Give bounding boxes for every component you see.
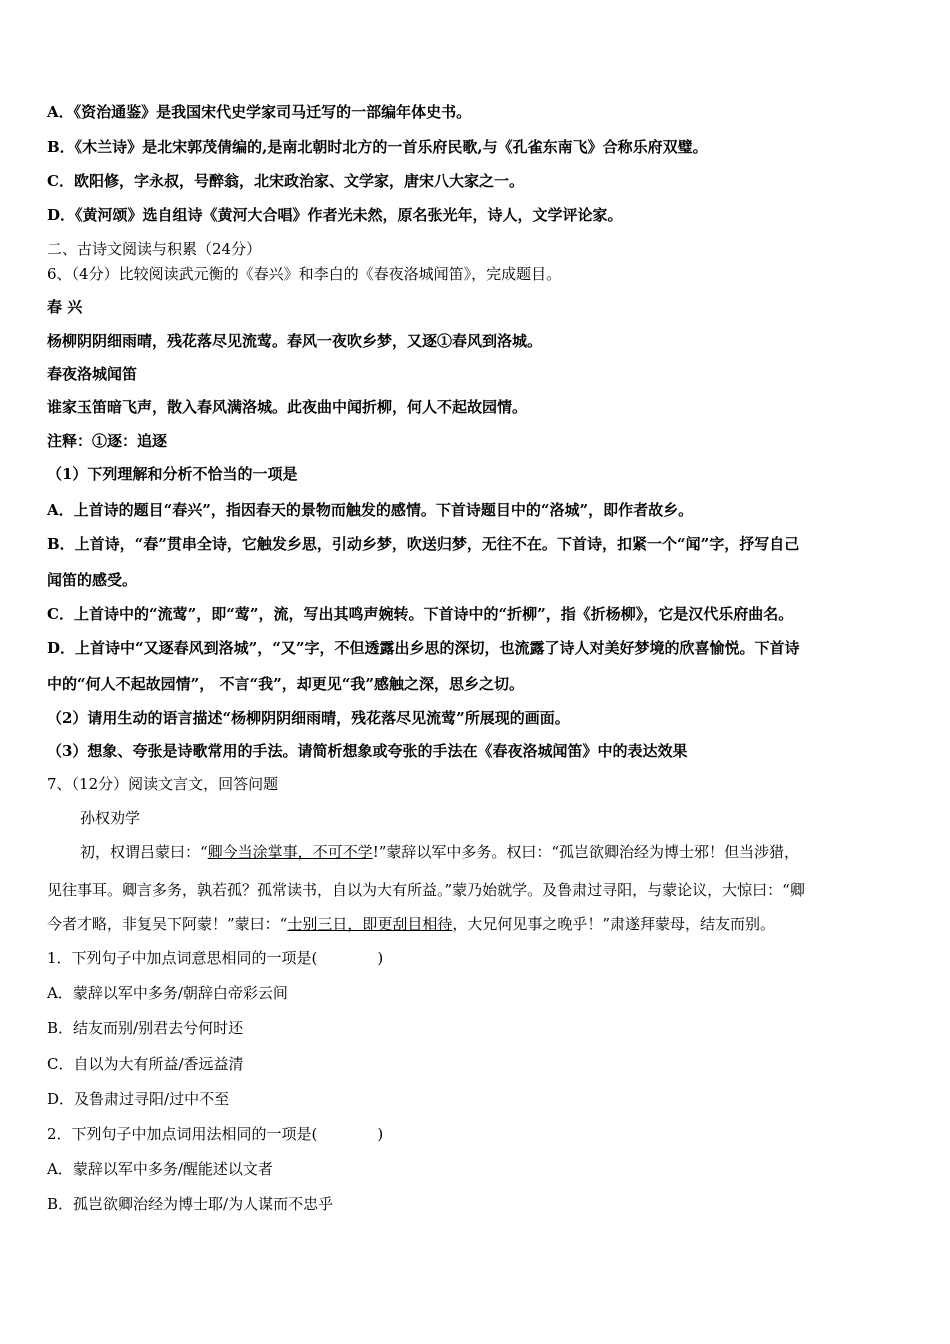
passage-text: 初，权谓吕蒙曰：“ — [80, 843, 208, 861]
q6-sub1: （1）下列理解和分析不恰当的一项是 — [47, 465, 298, 483]
passage-line1 — [80, 842, 910, 862]
q6-stem: 6、（4分）比较阅读武元衡的《春兴》和李白的《春夜洛城闻笛》，完成题目。 — [47, 265, 562, 283]
q7-subquestion-1: 1．下列句子中加点词意思相同的一项是( ) — [47, 949, 384, 967]
q5-option-a: A．《资治通鉴》是我国宋代史学家司马迁写的一部编年体史书。 — [47, 103, 472, 121]
passage-line3 — [47, 914, 910, 934]
underlined-sentence-1: 卿今当涂掌事，不可不学 — [207, 843, 373, 861]
q7-sq1-option-c: C．自以为大有所益/香远益清 — [47, 1055, 244, 1073]
poem2-text: 谁家玉笛暗飞声，散入春风满洛城。此夜曲中闻折柳，何人不起故园情。 — [47, 398, 528, 416]
q7-sq2-option-b: B．孤岂欲卿治经为博士耶/为人谋而不忠乎 — [47, 1195, 334, 1213]
passage-line2: 见往事耳。卿言多务，孰若孤？孤常读书，自以为大有所益。”蒙乃始就学。及鲁肃过寻阳，与蒙论议，大惊曰：“卿 — [47, 881, 805, 899]
q7-sq1-option-a: A．蒙辞以军中多务/朝辞白帝彩云间 — [47, 984, 288, 1002]
passage-text: ，大兄何见事之晚乎！”肃遂拜蒙母，结友而别。 — [452, 915, 776, 933]
q7-sq2-option-a: A．蒙辞以军中多务/醒能述以文者 — [47, 1160, 273, 1178]
poem2-title: 春夜洛城闻笛 — [47, 365, 138, 383]
q6-option-a: A．上首诗的题目“春兴”，指因春天的景物而触发的感情。下首诗题目中的“洛城”，即作者故乡。 — [47, 501, 694, 519]
q7-stem: 7、（12分）阅读文言文，回答问题 — [47, 775, 279, 793]
section-heading: 二、古诗文阅读与积累（24分） — [47, 240, 262, 258]
poem1-title: 春 兴 — [47, 298, 83, 316]
q5-option-c: C．欧阳修，字永叔，号醉翁，北宋政治家、文学家，唐宋八大家之一。 — [47, 172, 524, 190]
poem1-text: 杨柳阴阴细雨晴，残花落尽见流莺。春风一夜吹乡梦，又逐①春风到洛城。 — [47, 332, 543, 350]
poem-note: 注释：①逐：追逐 — [47, 432, 168, 450]
q6-option-d-line2: 中的“何人不起故园情”， 不言“我”，却更见“我”感触之深，思乡之切。 — [47, 675, 524, 693]
q6-sub2: （2）请用生动的语言描述“杨柳阴阴细雨晴，残花落尽见流莺”所展现的画面。 — [47, 709, 570, 727]
q6-option-b-line2: 闻笛的感受。 — [47, 571, 138, 589]
q7-sq1-option-b: B．结友而别/别君去兮何时还 — [47, 1019, 244, 1037]
passage-text: 今者才略，非复吴下阿蒙！”蒙曰：“ — [47, 915, 288, 933]
q6-option-d-line1: D．上首诗中“又逐春风到洛城”，“又”字，不但透露出乡思的深切，也流露了诗人对美好梦境的欣喜愉悦。下首诗 — [47, 639, 800, 657]
q6-option-c: C．上首诗中的“流莺”，即“莺”，流，写出其鸣声婉转。下首诗中的“折柳”，指《折杨柳》，它是汉代乐府曲名。 — [47, 605, 794, 623]
q7-sq1-option-d: D．及鲁肃过寻阳/过中不至 — [47, 1090, 230, 1108]
underlined-sentence-2: 士别三日，即更刮目相待 — [287, 915, 453, 933]
q5-option-d: D．《黄河颂》选自组诗《黄河大合唱》作者光未然，原名张光年，诗人，文学评论家。 — [47, 206, 623, 224]
passage-text: !”蒙辞以军中多务。权曰：“孤岂欲卿治经为博士邪！但当涉猎， — [372, 843, 800, 861]
q5-option-b: B．《木兰诗》是北宋郭茂倩编的,是南北朝时北方的一首乐府民歌,与《孔雀东南飞》合称乐府双璧。 — [47, 138, 708, 156]
q6-sub3: （3）想象、夸张是诗歌常用的手法。请简析想象或夸张的手法在《春夜洛城闻笛》中的表达效果 — [47, 742, 688, 760]
passage-title: 孙权劝学 — [80, 809, 141, 827]
q6-option-b-line1: B．上首诗，“春”贯串全诗，它触发乡思，引动乡梦，吹送归梦，无往不在。下首诗，扣紧一个“闻”字，抒写自己 — [47, 535, 800, 553]
q7-subquestion-2: 2．下列句子中加点词用法相同的一项是( ) — [47, 1125, 384, 1143]
